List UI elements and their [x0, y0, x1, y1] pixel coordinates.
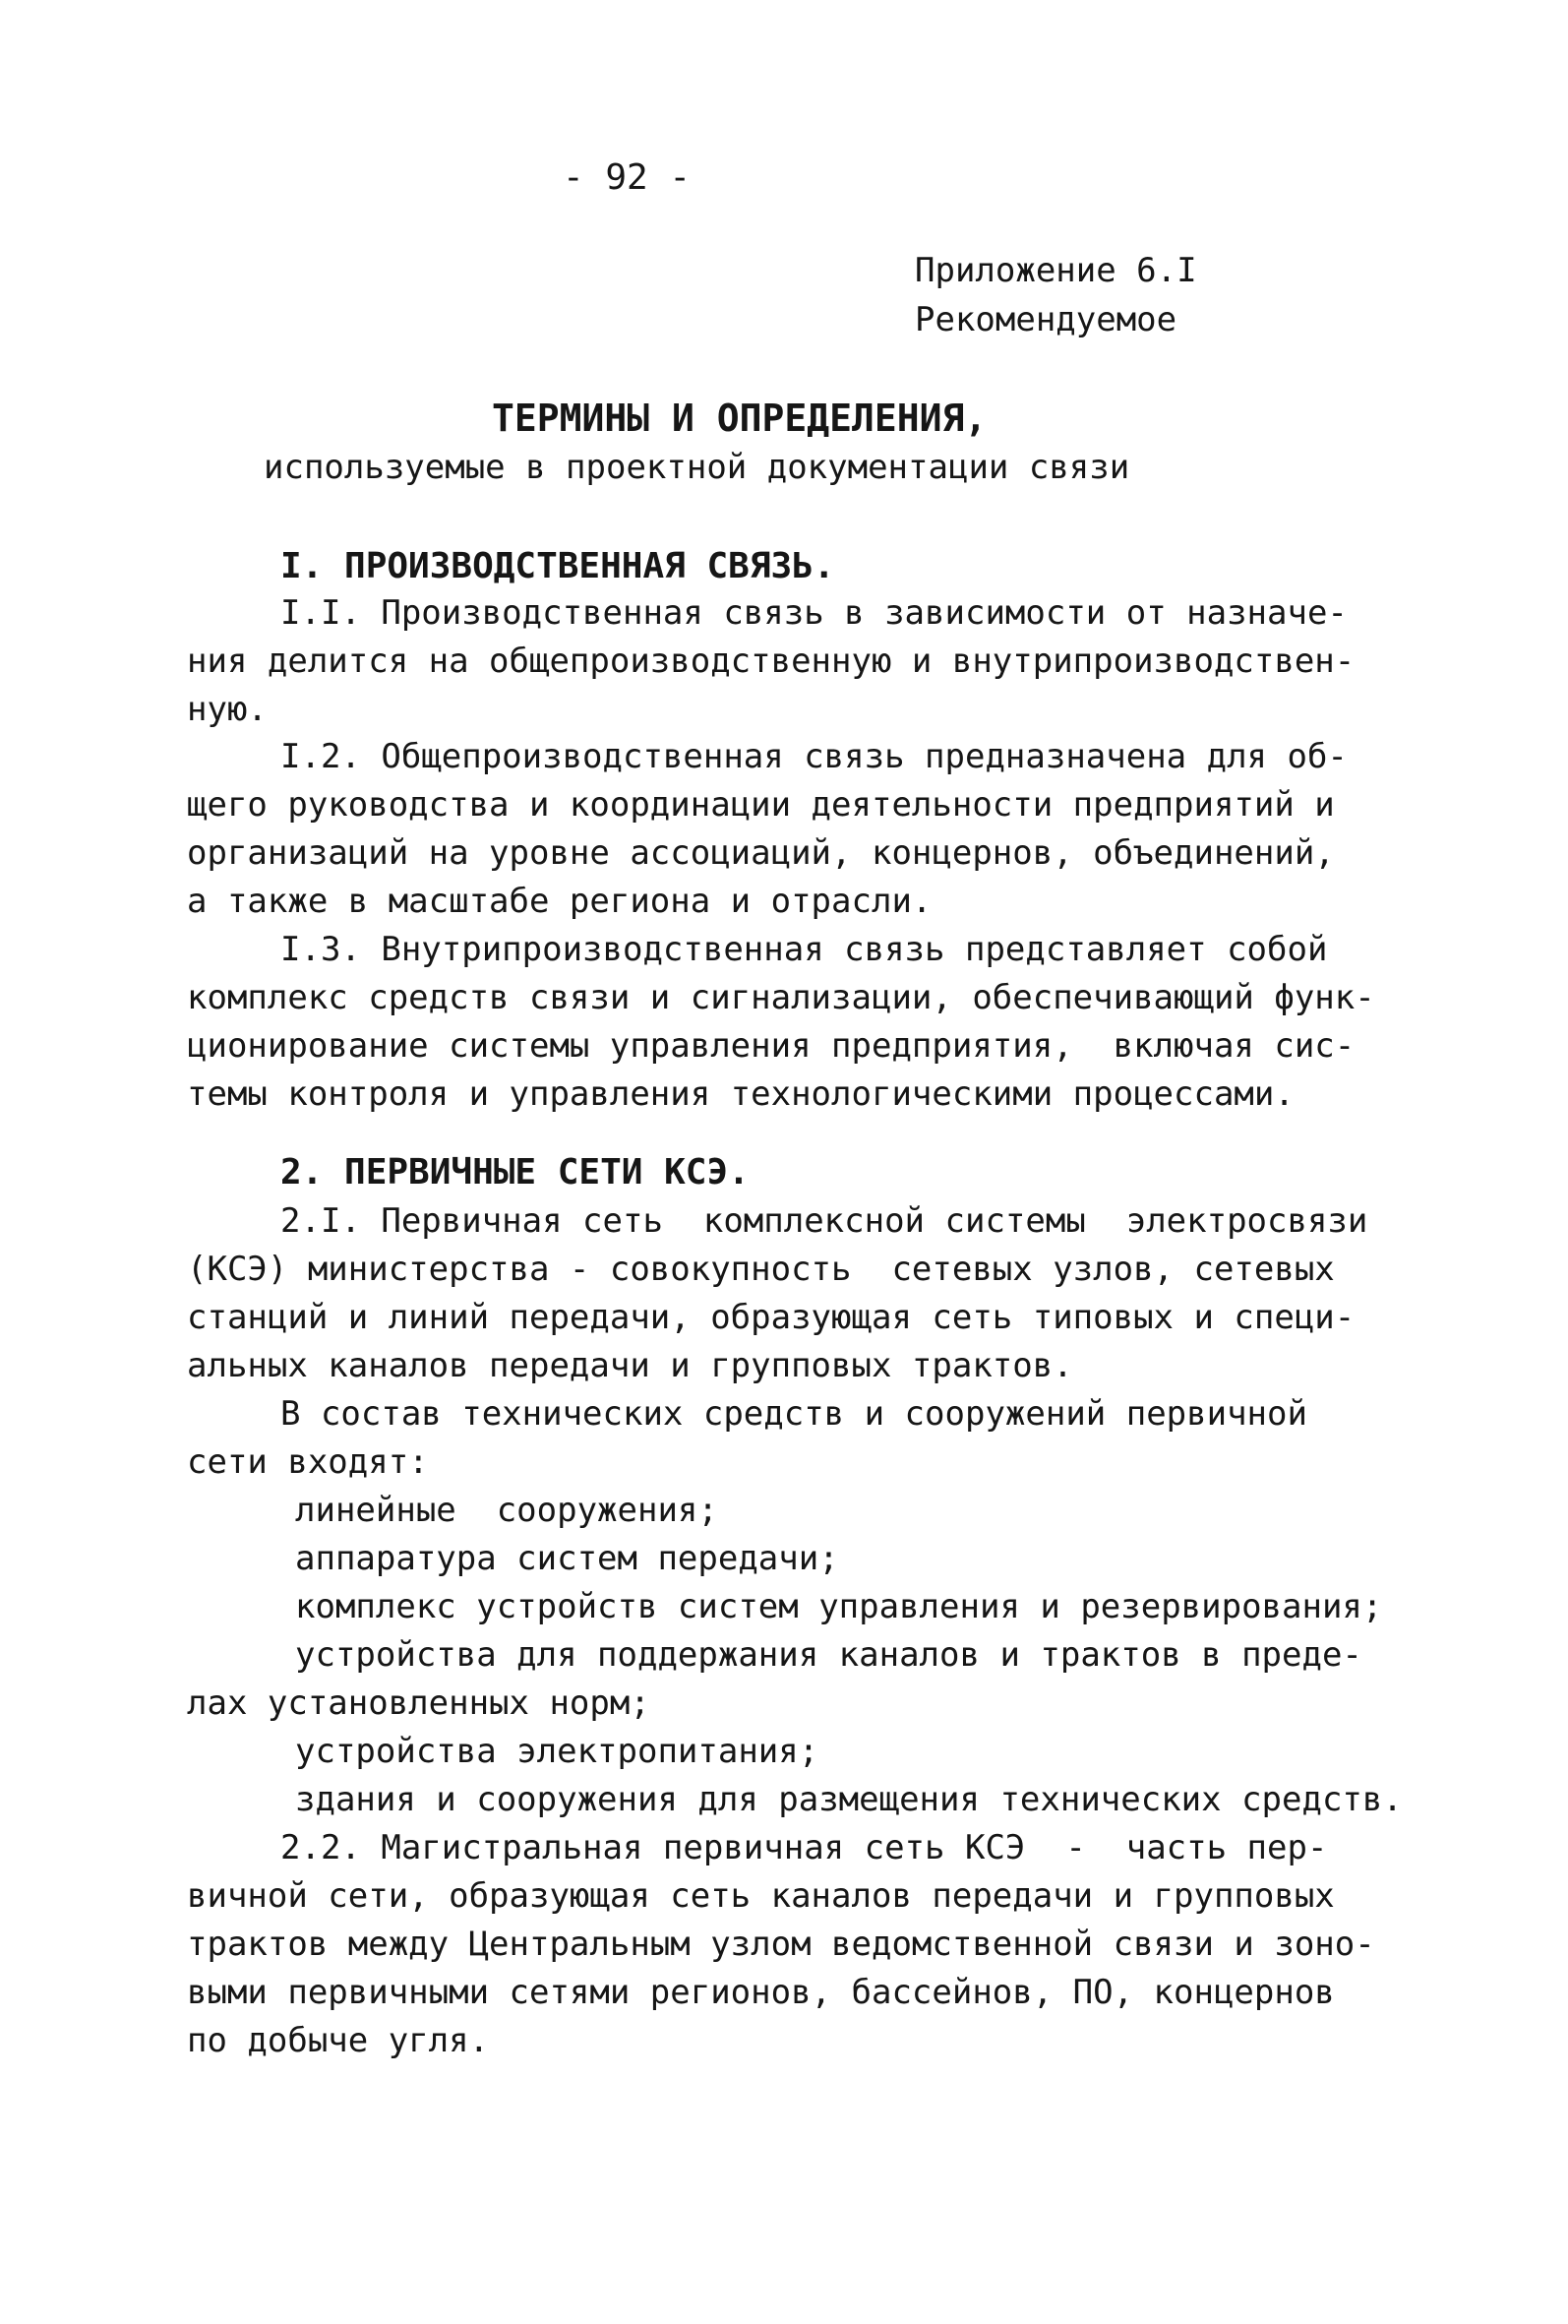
appendix-status: Рекомендуемое	[915, 300, 1177, 339]
paragraph-line: выми первичными сетями регионов, бассейнов, ПО, концернов	[187, 1973, 1335, 2012]
page-number: - 92 -	[563, 157, 692, 198]
paragraph-line: щего руководства и координации деятельности предприятий и	[187, 785, 1335, 825]
paragraph-line: альных каналов передачи и групповых трактов.	[187, 1346, 1073, 1385]
paragraph-line: ния делится на общепроизводственную и внутрипроизводствен-	[187, 642, 1356, 681]
document-subtitle: используемые в проектной документации связи	[264, 448, 1130, 487]
section-heading-2: 2. ПЕРВИЧНЫЕ СЕТИ КСЭ.	[280, 1152, 750, 1193]
paragraph-line: трактов между Центральным узлом ведомственной связи и зоно-	[187, 1925, 1375, 1964]
paragraph-line: В состав технических средств и сооружений первичной	[280, 1394, 1307, 1434]
paragraph-line: I.3. Внутрипроизводственная связь представляет собой	[280, 930, 1328, 969]
list-item: комплекс устройств систем управления и резервирования;	[295, 1587, 1383, 1626]
paragraph-line: темы контроля и управления технологическими процессами.	[187, 1074, 1295, 1114]
section-heading-1: I. ПРОИЗВОДСТВЕННАЯ СВЯЗЬ.	[280, 546, 835, 586]
appendix-label: Приложение 6.I	[915, 251, 1197, 290]
paragraph-line: ционирование системы управления предприятия, включая сис-	[187, 1026, 1356, 1066]
list-item: аппаратура систем передачи;	[295, 1539, 839, 1578]
paragraph-line: организаций на уровне ассоциаций, концернов, объединений,	[187, 833, 1335, 873]
paragraph-line: а также в масштабе региона и отрасли.	[187, 882, 933, 921]
paragraph-line: (КСЭ) министерства - совокупность сетевых узлов, сетевых	[187, 1250, 1335, 1289]
paragraph-line: комплекс средств связи и сигнализации, обеспечивающий функ-	[187, 978, 1375, 1017]
list-item: здания и сооружения для размещения технических средств.	[295, 1780, 1403, 1819]
list-item: линейные сооружения;	[295, 1491, 718, 1530]
paragraph-line: ную.	[187, 690, 268, 729]
paragraph-line: сети входят:	[187, 1442, 429, 1482]
paragraph-line: по добыче угля.	[187, 2021, 490, 2060]
paragraph-line: I.I. Производственная связь в зависимости от назначе-	[280, 593, 1348, 633]
paragraph-line: вичной сети, образующая сеть каналов передачи и групповых	[187, 1876, 1335, 1916]
paragraph-line: станций и линий передачи, образующая сеть типовых и специ-	[187, 1298, 1356, 1337]
list-item: устройства для поддержания каналов и трактов в преде-	[295, 1635, 1362, 1675]
paragraph-line: I.2. Общепроизводственная связь предназначена для об-	[280, 737, 1348, 776]
list-item: устройства электропитания;	[295, 1732, 819, 1771]
list-item: лах установленных норм;	[187, 1683, 650, 1723]
document-title: ТЕРМИНЫ И ОПРЕДЕЛЕНИЯ,	[492, 397, 988, 440]
paragraph-line: 2.2. Магистральная первичная сеть КСЭ - часть пер-	[280, 1828, 1328, 1867]
paragraph-line: 2.I. Первичная сеть комплексной системы электросвязи	[280, 1201, 1368, 1241]
